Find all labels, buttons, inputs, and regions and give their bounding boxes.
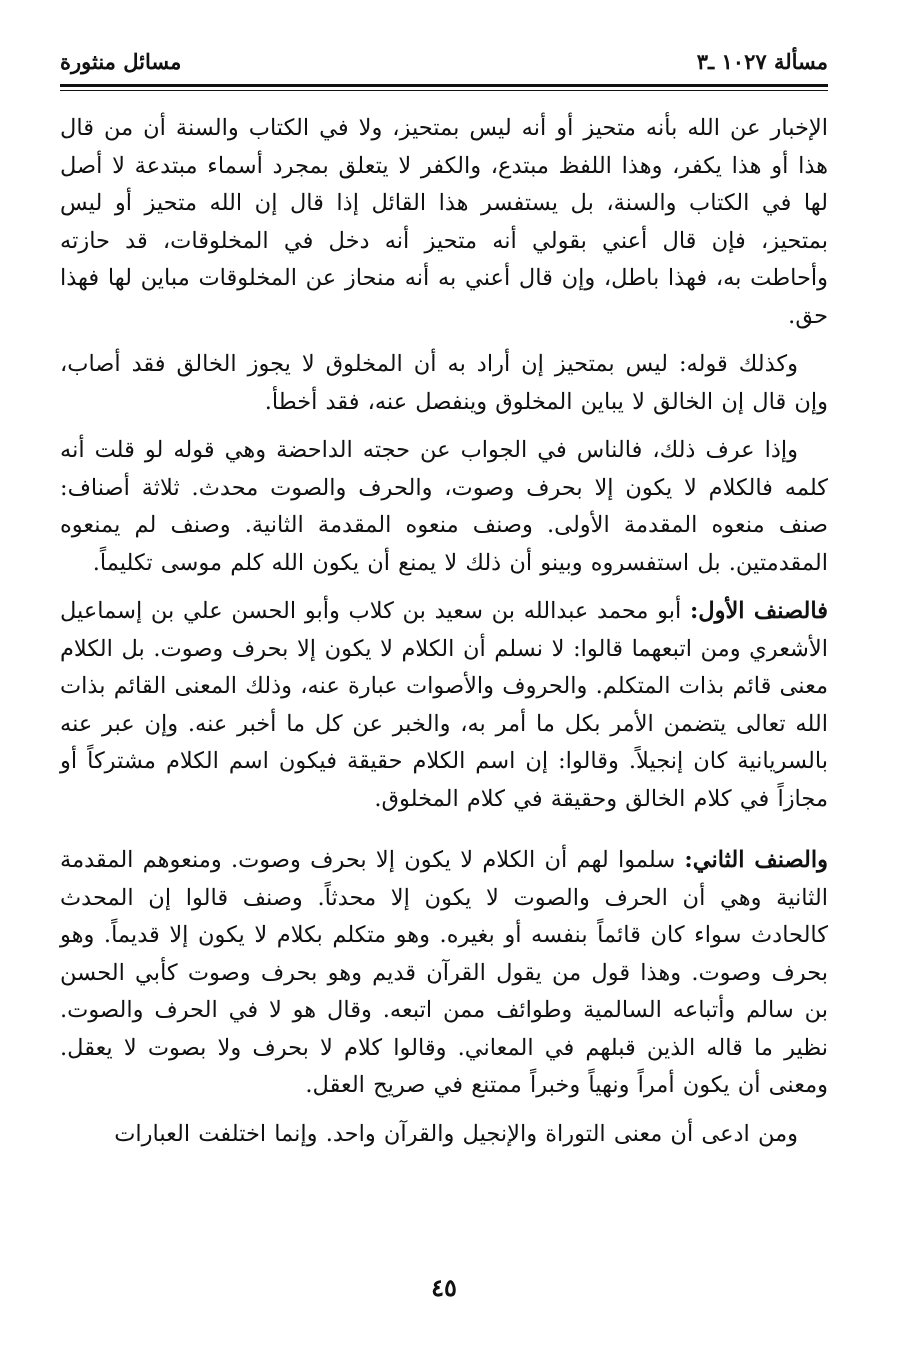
book-page xyxy=(60,40,828,1330)
header-rule-thin xyxy=(60,90,828,91)
running-header xyxy=(60,44,828,78)
section-lead: والصنف الثاني: xyxy=(684,847,828,873)
paragraph xyxy=(60,110,828,335)
header-rule-thick xyxy=(60,84,828,87)
paragraph-text: وإذا عرف ذلك، فالناس في الجواب عن حجته الداحضة وهي قوله لو قلت أنه كلمه فالكلام لا يكون إلا بحرف وصوت، والحرف والصوت محدث. ثلاثة أصناف: صنف منعوه المقدمة الأولى. وصنف منعوه المقدمة الثانية. وصنف لم يمنعوه المقدمتين. بل استفسروه وبينو أن ذلك لا يمنع أن يكون الله كلم موسى تكليماً. xyxy=(60,437,828,576)
paragraph xyxy=(60,432,828,582)
paragraph xyxy=(60,1116,828,1154)
paragraph-text: ومن ادعى أن معنى التوراة والإنجيل والقرآن واحد. وإنما اختلفت العبارات xyxy=(114,1120,798,1147)
section-lead: فالصنف الأول: xyxy=(689,598,828,624)
paragraph xyxy=(60,346,828,421)
paragraph xyxy=(60,842,828,1105)
paragraph xyxy=(60,593,828,818)
paragraph-text: أبو محمد عبدالله بن سعيد بن كلاب وأبو الحسن علي بن إسماعيل الأشعري ومن اتبعهما قالوا: لا نسلم أن الكلام لا يكون إلا بحرف وصوت. بل الكلام معنى قائم بذات المتكلم. والحروف والأصوات عبارة عنه، وذلك المعنى القائم بذات الله تعالى يتضمن الأمر بكل ما أمر به، والخبر عن كل ما أخبر عنه. وإن عبر عنه بالسريانية كان إنجيلاً. وقالوا: إن اسم الكلام حقيقة فيكون اسم الكلام مشتركاً أو مجازاً في كلام الخالق وحقيقة في كلام المخلوق. xyxy=(60,598,828,812)
paragraph-text: سلموا لهم أن الكلام لا يكون إلا بحرف وصوت. ومنعوهم المقدمة الثانية وهي أن الحرف والصوت لا يكون إلا محدثاً. وصنف قالوا إن المحدث كالحادث سواء كان قائماً بنفسه أو بغيره. وهو متكلم بكلام لا يكون إلا قديماً. وهو بحرف وصوت. وهذا قول من يقول القرآن قديم وهو بحرف وصوت كأبي الحسن بن سالم وأتباعه السالمية وطوائف ممن اتبعه. وقال هو لا في الحرف والصوت. نظير ما قاله الذين قبلهم في المعاني. وقالوا كلام لا بحرف ولا بصوت لا يعقل. ومعنى أن يكون أمراً ونهياً وخبراً ممتنع في صريح العقل. xyxy=(60,847,828,1098)
body-text xyxy=(60,110,828,1153)
paragraph-text: وكذلك قوله: ليس بمتحيز إن أراد به أن المخلوق لا يجوز الخالق فقد أصاب، وإن قال إن الخالق لا يباين المخلوق وينفصل عنه، فقد أخطأ. xyxy=(60,351,828,415)
page-number: ٤٥ xyxy=(431,1273,457,1302)
issue-label: مسألة ١٠٢٧ ـ٣ xyxy=(696,48,828,74)
paragraph-text: الإخبار عن الله بأنه متحيز أو أنه ليس بمتحيز، ولا في الكتاب والسنة أن من قال هذا أو هذا يكفر، وهذا اللفظ مبتدع، والكفر لا يتعلق بمجرد أسماء مبتدعة لا أصل لها في الكتاب والسنة، بل يستفسر هذا القائل إذا قال إن الله متحيز أو ليس بمتحيز، فإن قال أعني بقولي أنه متحيز أنه دخل في المخلوقات، قد حازته وأحاطت به، فهذا باطل، وإن قال أعني به أنه منحاز عن المخلوقات مباين لها فهذا حق. xyxy=(60,115,828,329)
book-title: مسائل منثورة xyxy=(60,48,182,74)
